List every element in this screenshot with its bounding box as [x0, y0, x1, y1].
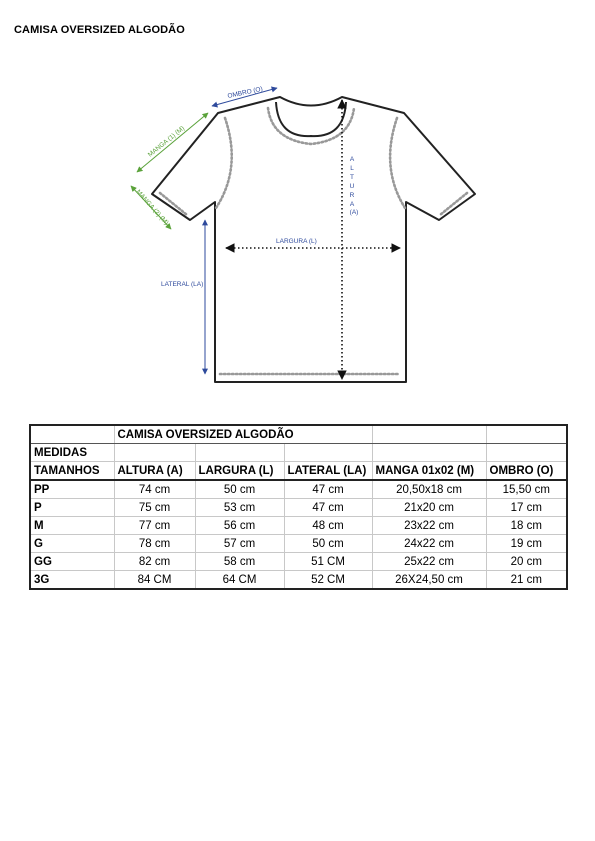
table-row	[30, 571, 567, 590]
altura-cell: 78 cm	[114, 535, 195, 553]
section-label-row	[30, 444, 567, 462]
header-row	[30, 462, 567, 481]
table-row	[30, 499, 567, 517]
ombro-label: OMBRO (O)	[226, 85, 264, 100]
size-cell: P	[30, 499, 114, 517]
altura-cell: 84 CM	[114, 571, 195, 590]
manga-cell: 20,50x18 cm	[372, 480, 486, 499]
manga-cell: 21x20 cm	[372, 499, 486, 517]
ombro-cell: 19 cm	[486, 535, 567, 553]
ombro-cell: 15,50 cm	[486, 480, 567, 499]
lateral-cell: 47 cm	[284, 480, 372, 499]
altura-cell: 75 cm	[114, 499, 195, 517]
size-cell: PP	[30, 480, 114, 499]
svg-text:A: A	[349, 156, 355, 163]
ombro-cell: 21 cm	[486, 571, 567, 590]
size-cell: 3G	[30, 571, 114, 590]
largura-cell: 56 cm	[195, 517, 284, 535]
table-title: CAMISA OVERSIZED ALGODÃO	[114, 425, 372, 444]
manga2-label: MANGA (2) (M)	[134, 188, 170, 227]
altura-cell: 74 cm	[114, 480, 195, 499]
svg-text:U: U	[349, 183, 355, 190]
lateral-cell: 50 cm	[284, 535, 372, 553]
size-cell: M	[30, 517, 114, 535]
manga-cell: 23x22 cm	[372, 517, 486, 535]
table-row	[30, 553, 567, 571]
largura-cell: 57 cm	[195, 535, 284, 553]
lateral-cell: 52 CM	[284, 571, 372, 590]
size-table	[29, 424, 568, 590]
ombro-cell: 18 cm	[486, 517, 567, 535]
lateral-cell: 48 cm	[284, 517, 372, 535]
svg-text:R: R	[349, 192, 355, 199]
manga-cell: 25x22 cm	[372, 553, 486, 571]
col-header-manga: MANGA 01x02 (M)	[372, 462, 486, 481]
manga-cell: 26X24,50 cm	[372, 571, 486, 590]
lateral-cell: 47 cm	[284, 499, 372, 517]
table-row	[30, 517, 567, 535]
col-header-ombro: OMBRO (O)	[486, 462, 567, 481]
col-header-altura: ALTURA (A)	[114, 462, 195, 481]
altura-cell: 82 cm	[114, 553, 195, 571]
largura-cell: 50 cm	[195, 480, 284, 499]
table-row	[30, 535, 567, 553]
document-title: CAMISA OVERSIZED ALGODÃO	[14, 24, 185, 36]
manga1-label: MANGA (1) (M)	[146, 124, 187, 159]
col-header-tamanhos: TAMANHOS	[30, 462, 114, 481]
largura-cell: 58 cm	[195, 553, 284, 571]
manga-cell: 24x22 cm	[372, 535, 486, 553]
table-title-row	[30, 425, 567, 444]
tshirt-measurement-diagram	[0, 0, 595, 400]
col-header-lateral: LATERAL (LA)	[284, 462, 372, 481]
col-header-largura: LARGURA (L)	[195, 462, 284, 481]
svg-text:T: T	[350, 174, 354, 181]
svg-text:A: A	[349, 201, 355, 208]
lateral-label: LATERAL (LA)	[161, 281, 204, 288]
largura-cell: 64 CM	[195, 571, 284, 590]
svg-text:(A): (A)	[349, 209, 359, 216]
largura-label: LARGURA (L)	[276, 238, 317, 245]
svg-text:L: L	[350, 165, 354, 172]
table-row	[30, 480, 567, 499]
size-cell: GG	[30, 553, 114, 571]
lateral-cell: 51 CM	[284, 553, 372, 571]
ombro-cell: 20 cm	[486, 553, 567, 571]
section-label: MEDIDAS	[30, 444, 114, 462]
altura-cell: 77 cm	[114, 517, 195, 535]
ombro-cell: 17 cm	[486, 499, 567, 517]
largura-cell: 53 cm	[195, 499, 284, 517]
size-cell: G	[30, 535, 114, 553]
